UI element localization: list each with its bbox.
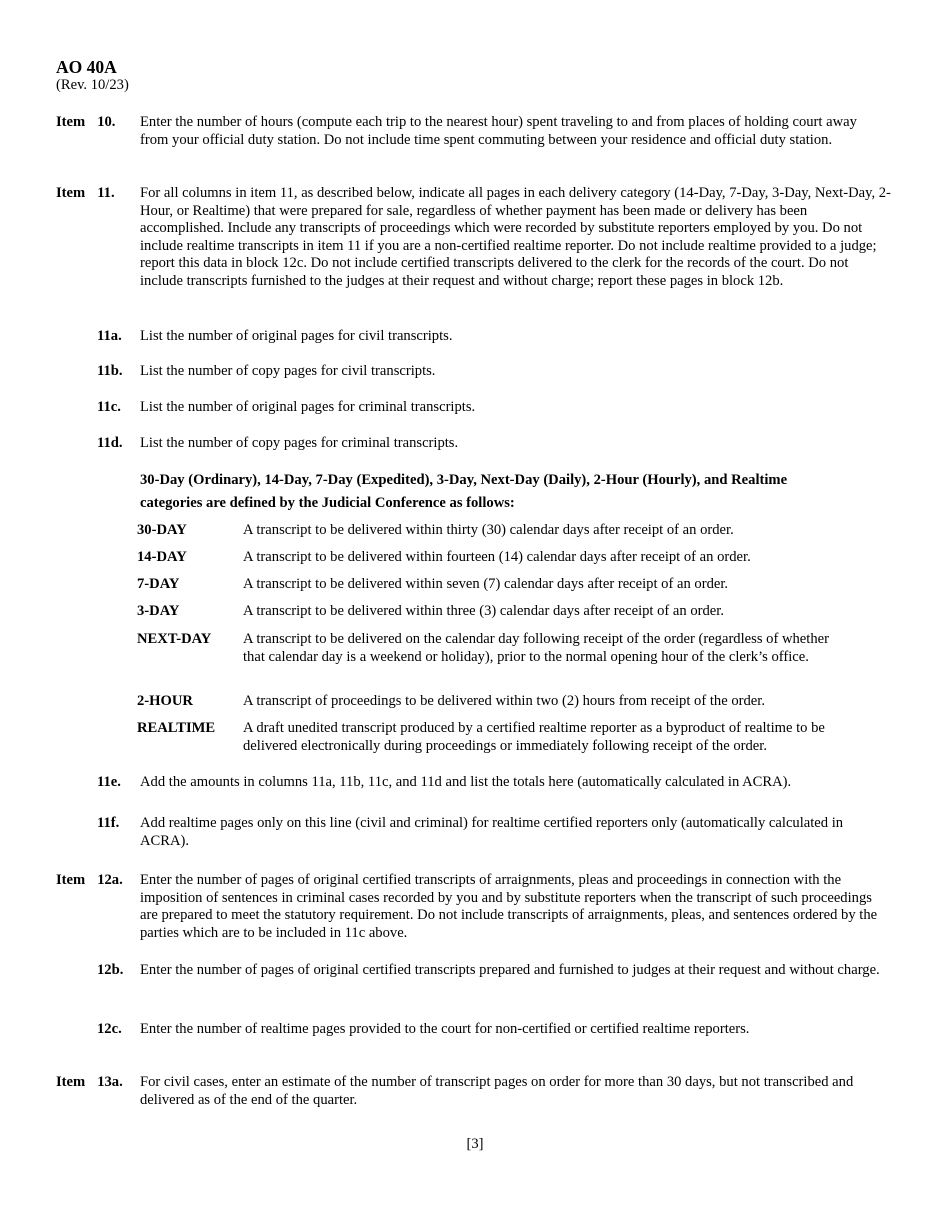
definition-description: A transcript to be delivered within thirty (30) calendar days after receipt of an order. (243, 522, 734, 538)
definition-term: 14-DAY (137, 549, 187, 565)
item-11d-label: 11d. (97, 435, 123, 451)
item-11c-label: 11c. (97, 399, 121, 415)
item-13a-text: For civil cases, enter an estimate of the number of transcript pages on order for more than 30 days, but not transcribed and delivered as of the end of the quarter. (140, 1074, 854, 1108)
item-word: Item (56, 114, 86, 130)
definition-term: 3-DAY (137, 603, 180, 619)
item-number: 11. (97, 185, 115, 201)
item-12a-text: Enter the number of pages of original certified transcripts of arraignments, pleas and proceedings in connection with the imposition of sentences in criminal cases recorded by you and by substitute reporters when the transcript of such proceedings are prepared to meet the statutory requirement. Do not include transcripts of arraignments, pleas, and sentences ordered by the parties which are to be included in 11c above. (140, 872, 878, 941)
item-10-label (56, 114, 115, 132)
definition-term: 30-DAY (137, 522, 187, 538)
item-11e-text: Add the amounts in columns 11a, 11b, 11c, and 11d and list the totals here (automatically calculated in ACRA). (140, 774, 792, 790)
definition-description: A transcript of proceedings to be delivered within two (2) hours from receipt of the order. (243, 693, 765, 709)
item-11-label (56, 185, 115, 203)
definition-term: REALTIME (137, 720, 216, 736)
definition-description: A transcript to be delivered on the calendar day following receipt of the order (regardless of whether that calendar day is a weekend or holiday), prior to the normal opening hour of the clerk’s office. (243, 631, 829, 665)
item-word: Item (56, 185, 86, 201)
definition-description: A transcript to be delivered within three (3) calendar days after receipt of an order. (243, 603, 724, 619)
item-12b-text: Enter the number of pages of original certified transcripts prepared and furnished to judges at their request and without charge. (140, 962, 880, 978)
item-11c-text: List the number of original pages for criminal transcripts. (140, 399, 476, 415)
item-word: Item (56, 872, 86, 888)
item-number: 10. (97, 114, 116, 130)
item-12a-label (56, 872, 123, 890)
item-11-text: For all columns in item 11, as described below, indicate all pages in each delivery category (14-Day, 7-Day, 3-Day, Next-Day, 2-Hour, or Realtime) that were prepared for sale, regardless of whether payment has been made or delivery has been accomplished. Include any transcripts of proceedings which were recorded by substitute reporters employed by you. Do not include realtime transcripts in item 11 if you are a non-certified realtime reporter. Do not include realtime provided to a judge; report this data in block 12c. Do not include certified transcripts delivered to the clerk for the records of the court. Do not include transcripts furnished to the judges at their request and without charge; report these pages in block 12b. (140, 185, 891, 289)
item-number: 12a. (97, 872, 123, 888)
item-11b-text: List the number of copy pages for civil transcripts. (140, 363, 436, 379)
definition-description: A transcript to be delivered within fourteen (14) calendar days after receipt of an order. (243, 549, 751, 565)
definition-term: 2-HOUR (137, 693, 193, 709)
form-number: AO 40A (56, 57, 117, 77)
item-11f-label: 11f. (97, 815, 120, 831)
item-word: Item (56, 1074, 86, 1090)
page-number: [3] (466, 1136, 484, 1152)
item-11a-label: 11a. (97, 328, 122, 344)
item-11d-text: List the number of copy pages for criminal transcripts. (140, 435, 459, 451)
item-11a-text: List the number of original pages for civil transcripts. (140, 328, 453, 344)
definitions-heading: 30-Day (Ordinary), 14-Day, 7-Day (Expedited), 3-Day, Next-Day (Daily), 2-Hour (Hourly), and Realtime categories are defined by the Judicial Conference as follows: (140, 472, 788, 511)
definition-description: A draft unedited transcript produced by a certified realtime reporter as a byproduct of realtime to be delivered electronically during proceedings or immediately following receipt of the order. (243, 720, 825, 754)
item-11b-label: 11b. (97, 363, 123, 379)
item-number: 13a. (97, 1074, 123, 1090)
definition-description: A transcript to be delivered within seven (7) calendar days after receipt of an order. (243, 576, 729, 592)
definition-term: NEXT-DAY (137, 631, 212, 647)
item-12c-text: Enter the number of realtime pages provided to the court for non-certified or certified realtime reporters. (140, 1021, 750, 1037)
item-11f-text: Add realtime pages only on this line (civil and criminal) for realtime certified reporters only (automatically calculated in ACRA). (140, 815, 844, 849)
revision-date: (Rev. 10/23) (56, 77, 129, 93)
item-12b-label: 12b. (97, 962, 124, 978)
item-13a-label (56, 1074, 123, 1092)
item-11e-label: 11e. (97, 774, 121, 790)
item-10-text: Enter the number of hours (compute each trip to the nearest hour) spent traveling to and from places of holding court away from your official duty station. Do not include time spent commuting between your residence and official duty station. (140, 114, 857, 148)
item-12c-label: 12c. (97, 1021, 122, 1037)
definition-term: 7-DAY (137, 576, 180, 592)
